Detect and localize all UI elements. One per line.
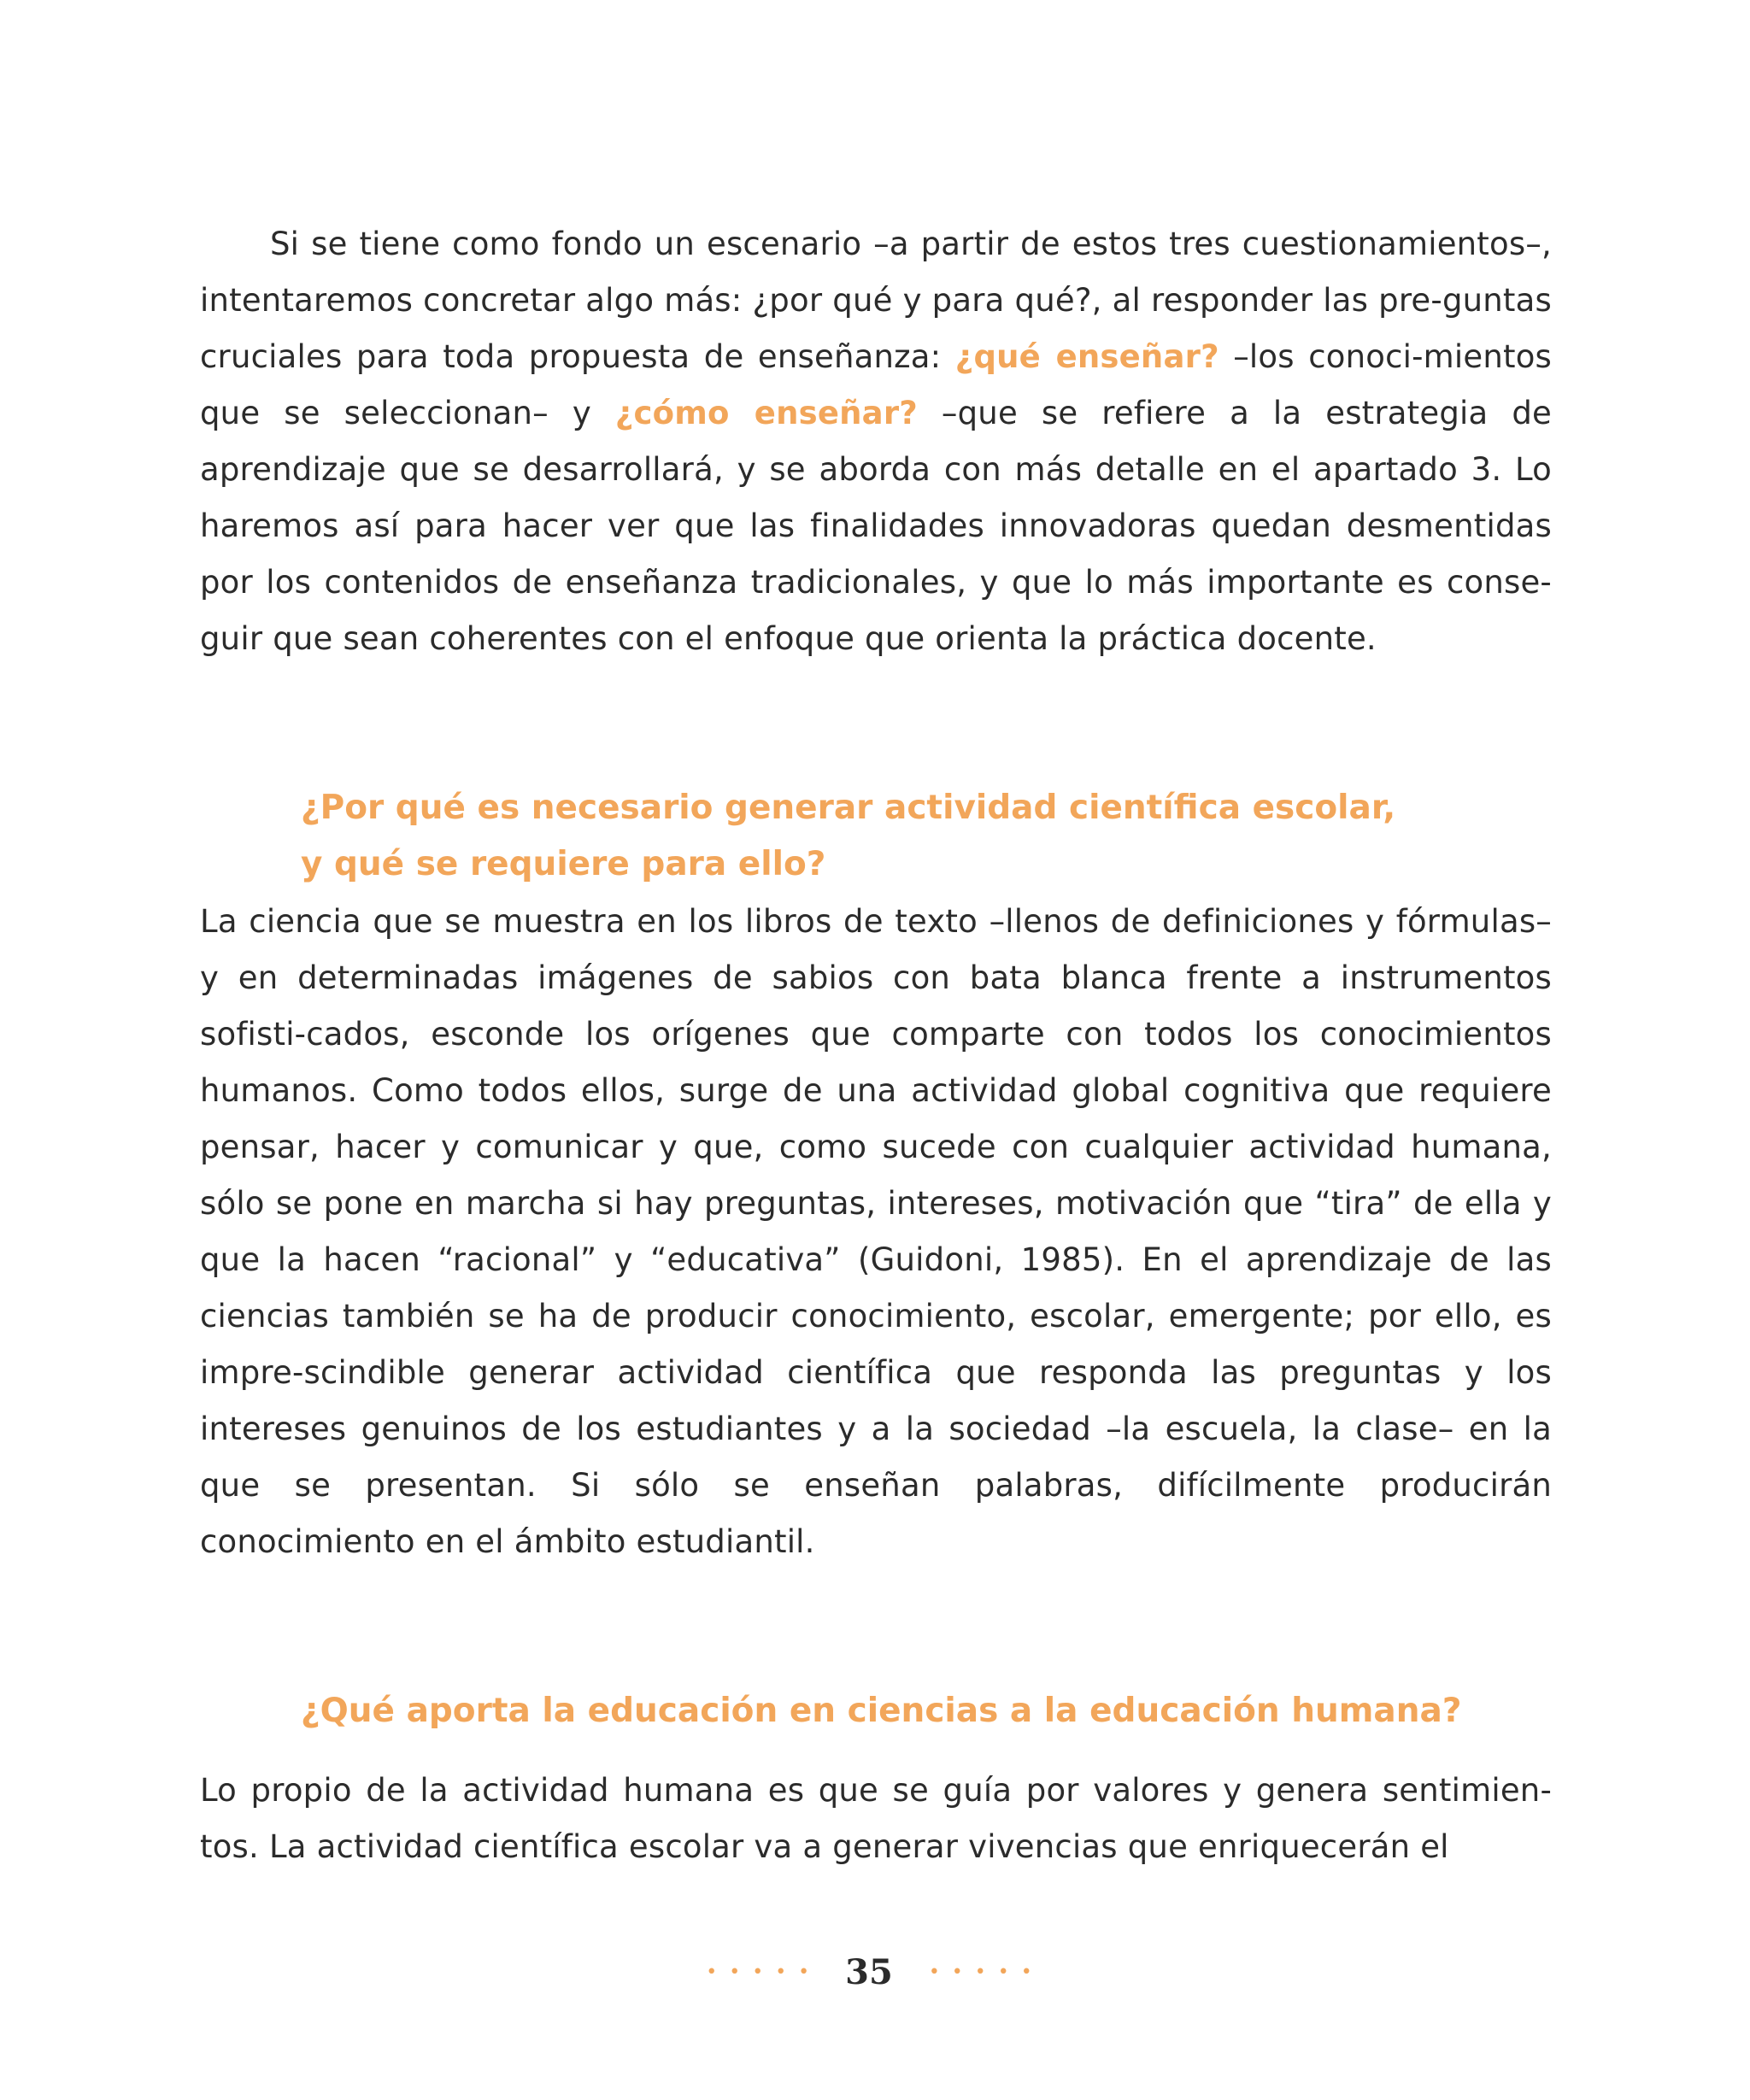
heading-line-1: ¿Por qué es necesario generar actividad científica escolar, — [301, 789, 1396, 827]
section-body-educacion-humana: Lo propio de la actividad humana es que se guía por valores y genera sentimien-tos. La actividad científica escolar va a generar vivencias que enriquecerán el — [200, 1772, 1552, 1865]
footer-dots-left: ••••• — [706, 1961, 822, 1983]
page-number: 35 — [845, 1951, 893, 1992]
intro-text-3: –que se refiere a la estrategia de aprendizaje que se desarrollará, y se aborda con más detalle en el apartado 3. Lo haremos así para hacer ver que las finalidades innovadoras quedan desmentidas por los contenidos de enseñanza tradicionales, y que lo más importante es conse-guir que sean coherentes con el enfoque que orienta la práctica docente. — [200, 395, 1553, 657]
highlight-que-ensenar: ¿qué enseñar? — [954, 338, 1219, 375]
footer-dots-right: ••••• — [928, 1961, 1044, 1983]
intro-paragraph — [200, 216, 1552, 667]
intro-text-2: –los conoci-mientos que se seleccionan– y — [200, 338, 1553, 431]
intro-text-1: Si se tiene como fondo un escenario –a partir de estos tres cuestionamientos–, intentaremos concretar algo más: ¿por qué y para qué?, al responder las pre-guntas cruciales para toda propuesta de enseñanza: — [200, 226, 1552, 375]
highlight-como-ensenar: ¿cómo enseñar? — [614, 395, 918, 431]
section-heading-actividad-cientifica — [301, 780, 1583, 893]
page-footer — [0, 1938, 1750, 2006]
section-body-actividad-cientifica: La ciencia que se muestra en los libros de texto –llenos de definiciones y fórmulas– y en determinadas imágenes de sabios con bata blanca frente a instrumentos sofisti-cados, esconde los orígenes que comparte con todos los conocimientos humanos. Como todos ellos, surge de una actividad global cognitiva que requiere pensar, hacer y comunicar y que, como sucede con cualquier actividad humana, sólo se pone en marcha si hay preguntas, intereses, motivación que “tira” de ella y que la hacen “racional” y “educativa” (Guidoni, 1985). En el aprendizaje de las ciencias también se ha de producir conocimiento, escolar, emergente; por ello, es impre-scindible generar actividad científica que responda las preguntas y los intereses genuinos de los estudiantes y a la sociedad –la escuela, la clase– en la que se presentan. Si sólo se enseñan palabras, difícilmente producirán conocimiento en el ámbito estudiantil. — [200, 903, 1552, 1560]
heading-line-2: y qué se requiere para ello? — [301, 845, 826, 883]
section-heading-educacion-humana — [301, 1683, 1583, 1739]
heading-line: ¿Qué aporta la educación en ciencias a la educación humana? — [301, 1692, 1462, 1730]
